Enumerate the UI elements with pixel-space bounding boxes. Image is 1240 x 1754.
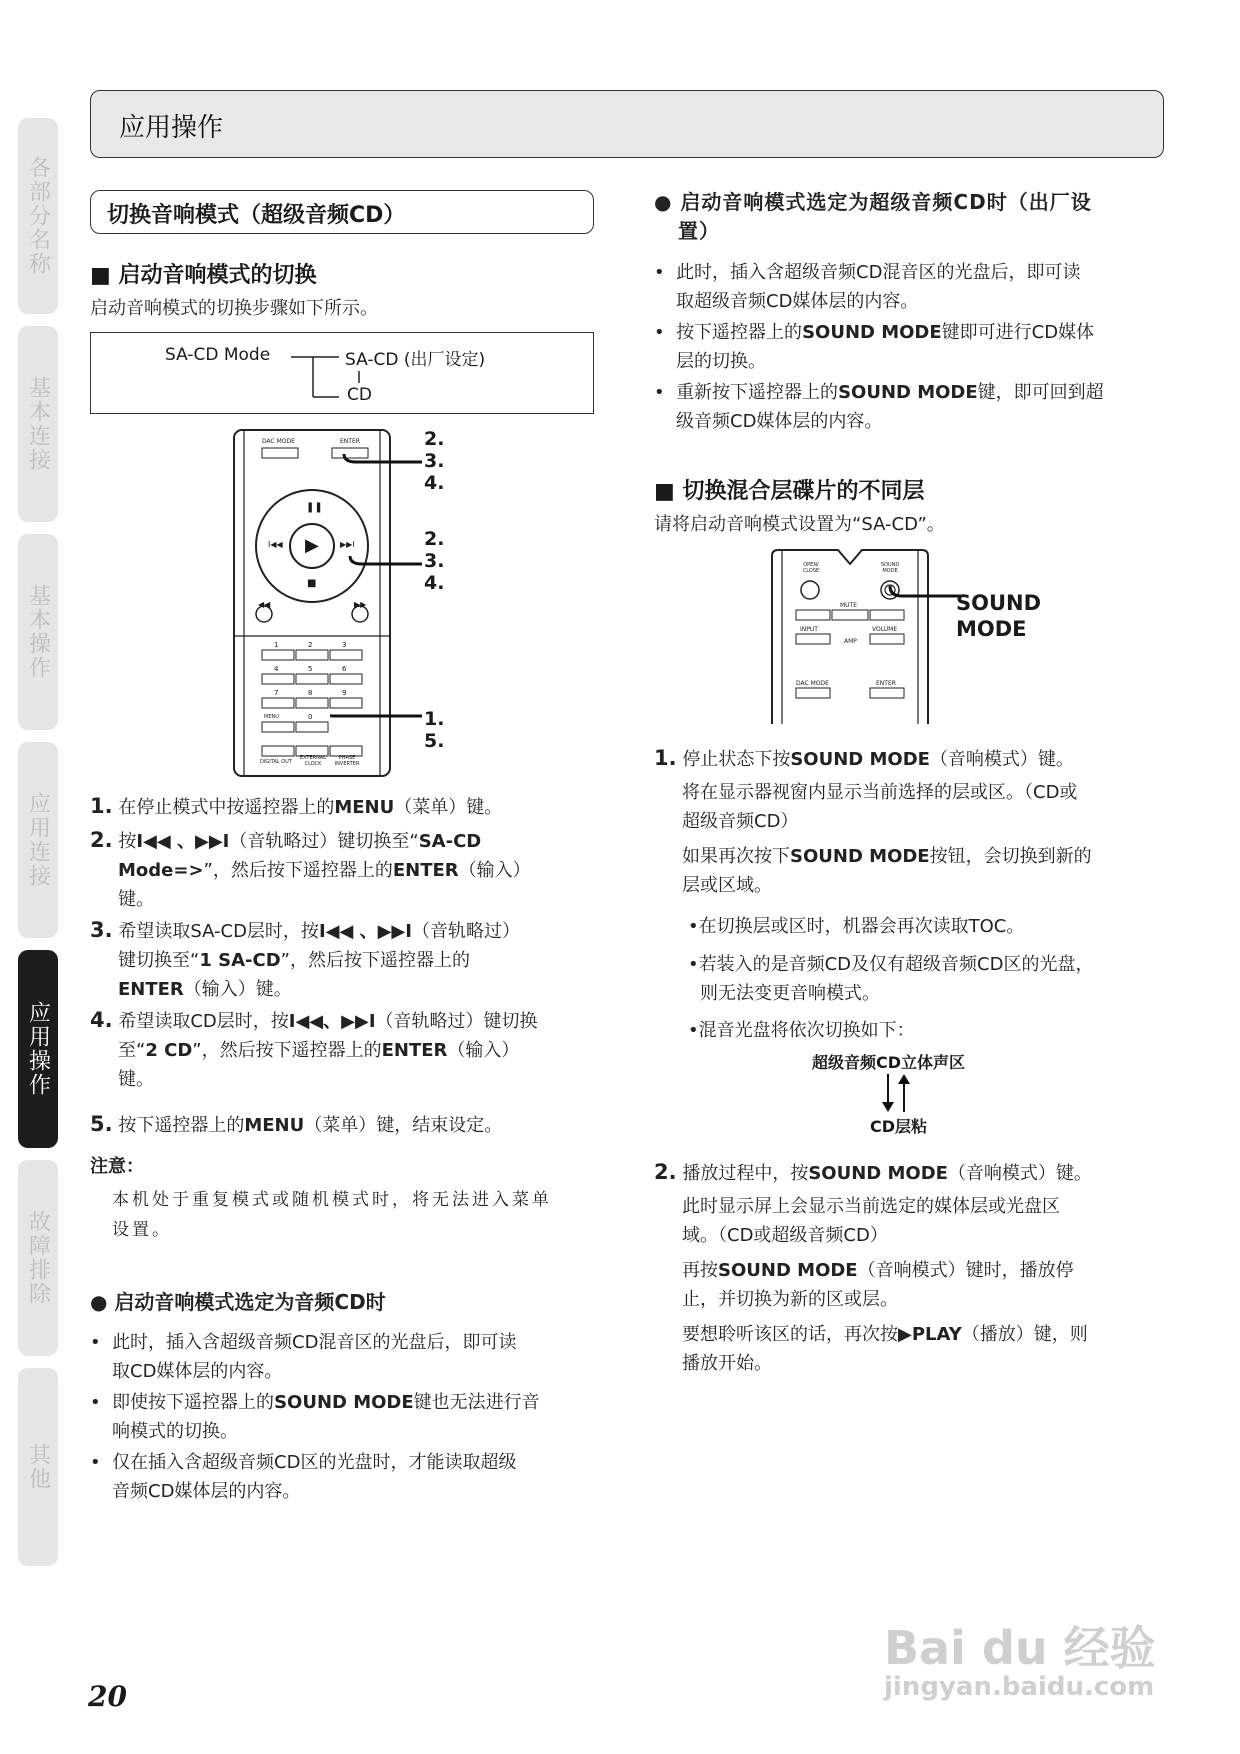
bullet-key: SOUND MODE [838,382,978,403]
remote2-volume: VOLUME [872,626,898,633]
step-key: 1 SA-CD [199,950,281,971]
diagram-mode: SA-CD Mode [165,345,271,365]
para-text: 域。（CD或超级音频CD） [682,1225,888,1246]
right-step-1-p2 [682,842,1092,900]
remote2-sound-mode: SOUND MODE [880,562,900,574]
step-key: 2 CD [145,1040,193,1061]
bullet-text: 键也无法进行音 [413,1392,540,1413]
intro-text: 启动音响模式的切换步骤如下所示。 [90,298,378,319]
step-text: （音响模式）键。 [929,749,1074,770]
step-key: SOUND MODE [790,749,930,770]
callout-c [424,708,444,752]
flow-top: 超级音频CD立体声区 [812,1053,966,1072]
para-text: 将在显示器视窗内显示当前选择的层或区。（CD或 [682,782,1078,803]
right-step-2-p3 [682,1320,1088,1378]
para-text: （音响模式）键时，播放停 [857,1260,1074,1281]
title-line: 置） [678,219,720,243]
callout-a-3: 4. [424,472,445,494]
sacd-bullet-1: • 此时，插入含超级音频CD混音区的光盘后，即可读 取超级音频CD媒体层的内容。 [654,258,1164,316]
key-8: 8 [308,689,313,697]
right-step-1 [654,744,1074,774]
skip-keys-icon: I◀◀ 、▶▶I [136,831,230,852]
para-text: 此时显示屏上会显示当前选定的媒体层或光盘区 [682,1196,1060,1217]
bullet-key: SOUND MODE [802,322,942,343]
callout-a-1: 2. [424,428,445,450]
para-text: 再按 [682,1260,718,1281]
bullet-text: 此时，插入含超级音频CD混音区的光盘后，即可读 [676,262,1081,283]
cd-bullet-2: • 即使按下遥控器上的SOUND MODE键也无法进行音 响模式的切换。 [90,1388,596,1446]
remote2-body [770,548,930,724]
step-key: MENU [334,797,395,818]
side-tab-parts[interactable] [18,118,58,314]
diagram-opt-cd: CD [347,385,372,405]
mode-diagram [90,332,594,414]
callout-a [424,428,444,494]
key-7: 7 [274,689,279,697]
step-key: MENU [244,1115,305,1136]
step-5 [90,1110,502,1140]
step-text: 键切换至“ [118,950,200,971]
step-text: 按下遥控器上的 [118,1115,245,1136]
play-icon: ▶ [305,535,319,556]
step-text: 希望读取SA-CD层时，按 [118,921,319,942]
skip-back-icon: I◀◀ [268,540,283,549]
para-text: 止，并切换为新的区或层。 [682,1289,898,1310]
note-line-1: 本机处于重复模式或随机模式时，将无法进入菜单 [112,1190,552,1210]
step-key: Mode=> [118,860,204,881]
sacd-bullet-3: • 重新按下遥控器上的SOUND MODE键，即可回到超 级音频CD媒体层的内容。 [654,378,1164,436]
bullet-text: 音频CD媒体层的内容。 [112,1481,301,1502]
right-step-1-p1 [682,778,1077,836]
key-5: 5 [308,665,313,673]
flow-arrows [876,1072,916,1114]
watermark-url: jingyan.baidu.com [884,1672,1155,1702]
step-number: 3. [90,918,113,942]
step-text: （音轨略过） [411,921,520,942]
flow-bottom: CD层粘 [870,1117,928,1136]
callout-c-2: 5. [424,730,445,752]
step-number: 4. [90,1008,113,1032]
heading-switch: ■ 启动音响模式的切换 [90,263,317,288]
step-number: 5. [90,1112,113,1136]
diagram-opt-sacd: SA-CD (出厂设定) [345,350,486,370]
note-hybrid-order: •混音光盘将依次切换如下： [688,1020,915,1041]
bullet-text: 重新按下遥控器上的 [676,382,839,403]
cd-bullet-3: • 仅在插入含超级音频CD区的光盘时，才能读取超级 音频CD媒体层的内容。 [90,1448,596,1506]
note-text: 则无法变更音响模式。 [700,983,880,1004]
sacd-bullet-2: • 按下遥控器上的SOUND MODE键即可进行CD媒体 层的切换。 [654,318,1164,376]
stop-icon: ■ [307,578,317,589]
step-4 [90,1006,596,1094]
title-line: ● 启动音响模式选定为超级音频CD时（出厂设 [654,190,1092,214]
skip-keys-icon: I◀◀、▶▶I [288,1011,376,1032]
note-line-2: 设置。 [112,1220,172,1240]
para-key: SOUND MODE [718,1260,858,1281]
bullet-text: 仅在插入含超级音频CD区的光盘时，才能读取超级 [112,1452,517,1473]
step-key: ENTER [118,979,184,1000]
key-3: 3 [342,641,347,649]
side-tab-label: 其他 [25,1443,51,1491]
step-text: ”，然后按下遥控器上的 [192,1040,382,1061]
remote2-input: INPUT [800,626,818,633]
step-1 [90,792,502,822]
side-tab-label: 故障排除 [25,1210,51,1306]
remote2-dac-mode: DAC MODE [796,680,829,687]
bullet-key: SOUND MODE [274,1392,414,1413]
step-number: 2. [90,828,113,852]
para-text: （播放）键，则 [961,1324,1088,1345]
step-text: （输入） [458,860,531,881]
bullet-text: 键即可进行CD媒体 [941,322,1095,343]
side-tab-label: 基本连接 [25,376,51,472]
step-text: （输入）键。 [183,979,292,1000]
section-title-box [90,190,594,234]
watermark-brand: Bai du 经验 [884,1621,1156,1675]
fast-forward-icon: ▶▶ [354,600,367,609]
step-text: （输入） [447,1040,520,1061]
side-tab-label: 应用操作 [25,1001,51,1097]
side-tab-label: 各部分名称 [25,156,51,276]
para-text: 如果再次按下 [682,846,790,867]
step-key: ENTER [392,860,459,881]
side-tab-app-connect[interactable] [18,742,58,938]
remote-ext-clock: EXTERNAL CLOCK [299,755,327,767]
callout-b-2: 3. [424,550,445,572]
right-step-2-p1 [682,1192,1060,1250]
bullet-text: 即使按下遥控器上的 [112,1392,275,1413]
side-tab-basic-connect[interactable] [18,326,58,522]
callout-c-1: 1. [424,708,445,730]
side-tab-app-operate[interactable] [18,950,58,1148]
step-number: 2. [654,1160,677,1184]
step-key: SOUND MODE [808,1163,948,1184]
sound-mode-callout-line [886,580,966,620]
pause-icon: ❚❚ [306,502,323,513]
note-title: 注意： [90,1156,144,1177]
step-text: 希望读取CD层时，按 [118,1011,289,1032]
step-text: 在停止模式中按遥控器上的 [118,797,335,818]
sound-mode-callout: SOUND MODE [956,591,1042,641]
step-text: 键。 [118,1069,154,1090]
right-step-2-p2 [682,1256,1074,1314]
hybrid-intro: 请将启动音响模式设置为“SA-CD”。 [654,514,945,535]
step-text: 停止状态下按 [682,749,791,770]
note-text: •若装入的是音频CD及仅有超级音频CD区的光盘， [688,954,1094,975]
step-key: SA-CD [418,831,482,852]
side-tab-label: 基本操作 [25,584,51,680]
page-title: 应用操作 [119,113,224,143]
note-no-change [688,950,1093,1008]
bullet-text: 取CD媒体层的内容。 [112,1361,283,1382]
skip-forward-icon: ▶▶I [340,540,355,549]
remote2-enter: ENTER [876,680,896,687]
step-text: （菜单）键。 [394,797,503,818]
para-text: 超级音频CD） [682,811,799,832]
side-tab-troubleshoot[interactable] [18,1160,58,1356]
remote-dac-mode: DAC MODE [262,438,295,445]
step-text: （音轨略过）键切换至“ [229,831,419,852]
callout-b [424,528,444,594]
key-1: 1 [274,641,279,649]
bullet-text: 键，即可回到超 [977,382,1104,403]
step-text: （音响模式）键。 [947,1163,1092,1184]
para-text: 播放开始。 [682,1353,772,1374]
step-text: 按 [118,831,137,852]
step-text: 键。 [118,889,154,910]
step-number: 1. [654,746,677,770]
step-text: ”，然后按下遥控器上的 [280,950,470,971]
step-number: 1. [90,794,113,818]
callout-b-3: 4. [424,572,445,594]
side-tab-other[interactable] [18,1368,58,1566]
remote-callout-lines [330,440,430,740]
remote-enter: ENTER [340,438,360,445]
bullet-text: 按下遥控器上的 [676,322,803,343]
sacd-mode-title [654,188,1092,246]
para-text: 要想聆听该区的话，再次按 [682,1324,898,1345]
section-title: 切换音响模式（超级音频CD） [107,203,406,228]
remote-digital-out: DIGITAL OUT [260,759,292,765]
cd-bullet-1: • 此时，插入含超级音频CD混音区的光盘后，即可读 取CD媒体层的内容。 [90,1328,596,1386]
step-text: （菜单）键，结束设定。 [304,1115,503,1136]
note-toc: •在切换层或区时，机器会再次读取TOC。 [688,916,1025,937]
key-6: 6 [342,665,347,673]
callout-a-2: 3. [424,450,445,472]
step-2 [90,826,596,914]
key-0: 0 [308,713,313,721]
step-text: 播放过程中，按 [682,1163,809,1184]
step-key: ENTER [381,1040,448,1061]
remote-phase-inv: PHASE INVERTER [334,755,360,767]
cd-mode-title: ● 启动音响模式选定为音频CD时 [90,1290,386,1314]
para-key: ▶PLAY [898,1324,962,1345]
page-number: 20 [88,1680,127,1713]
heading-hybrid: ■ 切换混合层碟片的不同层 [654,479,925,504]
remote2-amp: AMP [844,638,857,645]
rewind-icon: ◀◀ [258,600,271,609]
side-tab-label: 应用连接 [25,792,51,888]
remote-illustration-2 [770,548,930,724]
step-3 [90,916,596,1004]
skip-keys-icon: I◀◀ 、▶▶I [318,921,412,942]
key-2: 2 [308,641,313,649]
para-text: 按钮，会切换到新的 [929,846,1092,867]
remote2-mute: MUTE [840,602,858,609]
right-step-2 [654,1158,1092,1188]
bullet-text: 此时，插入含超级音频CD混音区的光盘后，即可读 [112,1332,517,1353]
page-header [90,90,1164,158]
para-text: 层或区域。 [682,875,772,896]
step-text: （音轨略过）键切换 [375,1011,538,1032]
key-9: 9 [342,689,347,697]
side-tab-basic-operate[interactable] [18,534,58,730]
remote2-open-close: OPEN/ CLOSE [802,562,820,574]
key-4: 4 [274,665,279,673]
bullet-text: 取超级音频CD媒体层的内容。 [676,291,919,312]
step-text: ”，然后按下遥控器上的 [203,860,393,881]
bullet-text: 响模式的切换。 [112,1421,238,1442]
bullet-text: 层的切换。 [676,351,766,372]
para-key: SOUND MODE [790,846,930,867]
step-text: 至“ [118,1040,146,1061]
remote-menu: MENU [264,714,279,720]
bullet-text: 级音频CD媒体层的内容。 [676,411,883,432]
callout-b-1: 2. [424,528,445,550]
